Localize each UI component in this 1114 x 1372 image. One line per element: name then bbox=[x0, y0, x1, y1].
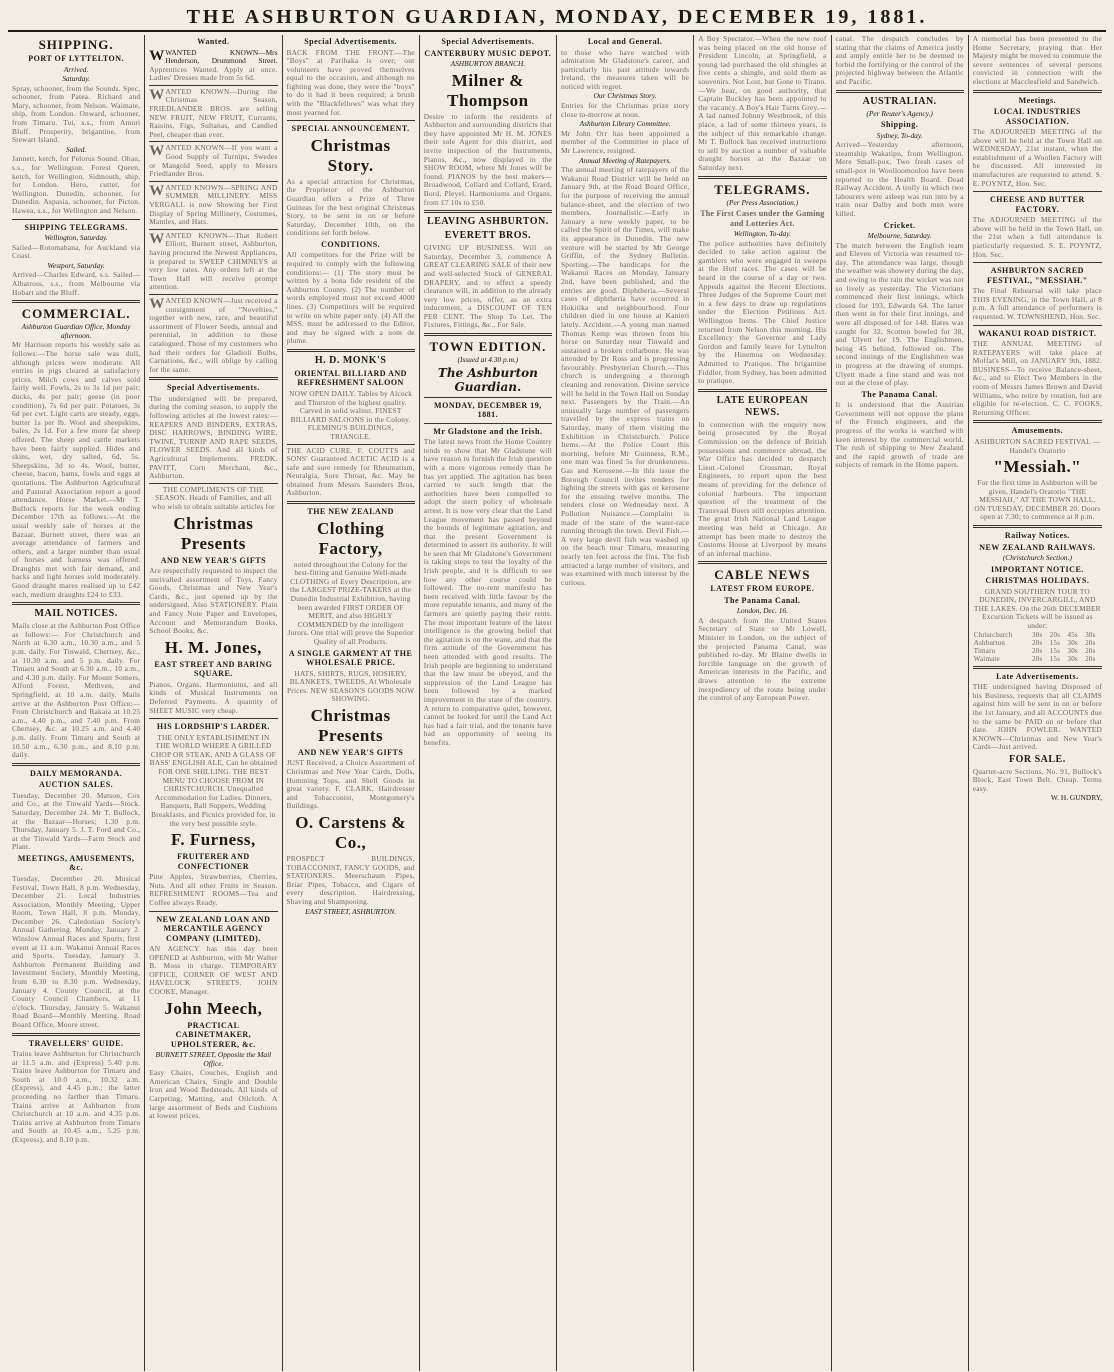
rule bbox=[698, 561, 826, 564]
heading-conditions: CONDITIONS. bbox=[321, 239, 381, 249]
para-christmas-story: Our Christmas Story. bbox=[593, 91, 657, 101]
text-block: AN AGENCY has this day been OPENED at Ashburton, with Mr Walter B. Moss in charge. TEMPORARY OFFICE, CORNER OF WEST AND HAVELOCK STREETS. JOHN COOKE, Manager. bbox=[149, 944, 278, 996]
text-block: Arrived—Yesterday afternoon, steamship Wakatipu, from Wellington. Mere Small-pox. Two fresh cases of small-pox in Woolloomooloo have been reported to the Health Board. Dead Railway Accident. A trolly in which two labourers were asleep was run into by a train near Dalby and both men were killed. bbox=[835, 140, 964, 218]
heading-special-announcement: SPECIAL ANNOUNCEMENT. bbox=[291, 124, 410, 134]
text-block: The annual meeting of ratepayers of the Wakanui Road District will be held on January 9th, at the Road Board Office, for the purpose of receiving the annual balance-sheet, and the election of two members. Journalistic.—Early in January a new weekly paper, to be called the Spirit of the Times, will make its appearance in Dunedin. The new venture will be started by Mr George Griffin, of the Sydney Bulletin. Sporting.—The handicaps for the Wakanui Races on Monday, January 2nd, have been published, and the entries are good. Diphtheria.—Several cases of diphtheria have occurred in Hokitika and neighbourhood. Four children died in one house at Kanieri lately. Accident.—A young man named Thomas Kemp was thrown from his horse on Saturday near Tinwald and sustained a broken collarbone. He was attended by Dr Ross and is progressing favourably. Presbyterian Church.—This church is undergoing a thorough cleaning and renovation. Divine service will be held in the Town Hall on Sunday next. Passengers by the Train.—An unusually large number of passengers travelled by the express trains on Saturday, many of them visiting the Exhibition in Christchurch. Police Items.—At the Police Court this morning, before Mr Guinness, R.M., one man was fined 5s for drunkenness. Gas and Kerosene.—In this issue the Borough Council invites tenders for lighting the streets with gas or kerosene for the ensuing twelve months. The tenders close on Wednesday next. A Pollution Nuisance.—Complaint is made of the state of the water-race running through the town. Devil Fish.—A very large devil fish was washed up on the beach near Timaru, measuring nearly ten feet across the fins. The fish attracted a large number of visitors, and was examined with much interest by the curious. bbox=[561, 165, 690, 587]
column-7 bbox=[832, 35, 969, 1371]
ad: WANTED KNOWN—Just received a consignment of "Novelties," together with new, rare, and beautiful assortment of Flower Seeds, annual and perennial, in addition to those catalogued. Those of my customers who had their orders for Gladioli Bulbs, Carnations, &c., will oblige by calling for the same. bbox=[149, 295, 278, 374]
heading-local-general: Local and General. bbox=[587, 37, 663, 46]
text-block: THE ONLY ESTABLISHMENT IN THE WORLD WHERE A GRILLED CHOP OR STEAK, AND A GLASS OF BASS' ENGLISH ALE, Can be obtained FOR ONE SHILLING. THE BEST MENU TO CHOOSE FROM IN CHRISTCHURCH. Unequalled Accommodation for Ladies. Dinners, Banquets, Ball Suppers, Wedding Breakfasts, and Picnics provided for, in the very best possible style. bbox=[149, 732, 278, 828]
table-row: Ashburton 20s 15s 30s 20s bbox=[973, 638, 1096, 647]
text-block: A Boy Spectator.—When the new roof was being placed on the old house of President Lincoln, at Springfield, a young lad purchased the old shingles at five cents a shingle, and sold them as souvenirs. Not Lost, but Gone to Tirano.—We hear, on good authority, that Captain Buckley has been appointed to the vacancy. A Boy's Hair Turns Grey.—A lad named Johnny Westbrook, of this place, a lad of some thirteen years, is the subject of this remarkable change. Mr T. Bullock has received instructions to sell by auction a number of valuable draught horses at the Bazaar on Saturday next. bbox=[698, 35, 827, 172]
heading-cheese-butter: CHEESE AND BUTTER FACTORY. bbox=[990, 195, 1085, 214]
heading-christmas-holidays: CHRISTMAS HOLIDAYS. bbox=[985, 576, 1090, 586]
ad: WANTED KNOWN—That Robert Elliott, Burnett street, Ashburton, having procured the Newest Appliances, is prepared to SWEEP CHIMNEYS at very low rates. Any orders left at the Town Hall will receive prompt attention. bbox=[149, 230, 278, 292]
rule bbox=[12, 219, 140, 220]
rule bbox=[149, 377, 277, 380]
heading-amusements: Amusements. bbox=[1011, 426, 1064, 436]
rule bbox=[973, 262, 1102, 263]
heading-christmas-presents: Christmas Presents bbox=[173, 513, 254, 553]
rule bbox=[973, 420, 1102, 423]
heading-cabinetmaker: PRACTICAL CABINETMAKER, UPHOLSTERER, &c. bbox=[171, 1020, 256, 1049]
rule bbox=[973, 666, 1102, 669]
para-london: London, Dec. 16. bbox=[736, 606, 788, 616]
heading-messiah: "Messiah." bbox=[993, 457, 1082, 477]
rule bbox=[424, 423, 552, 424]
column-6 bbox=[694, 35, 831, 1371]
text-block: Desire to inform the residents of Ashburton and surrounding districts that they have appointed Mr H. M. JONES their sole Agent for this district, and invite inspection of the Instruments, Pianos, &c., now displayed in the SHOW ROOM, where Mr Jones will be found. PIANOS by the best makers—Broadwood, Collard and Collard, Erard, Bord, Pleyel. Harmoniums and Organs, from £7 10s to £50. bbox=[423, 111, 552, 207]
heading-late-european: LATE EUROPEAN NEWS. bbox=[716, 394, 809, 418]
text-block: to those who have watched with admiration Mr Gladstone's career, and particularly his past attitude towards Ireland, the measures taken will be noticed with regret. bbox=[561, 47, 690, 91]
heading-date: MONDAY, DECEMBER 19, 1881. bbox=[434, 400, 542, 420]
para-sydney: Sydney, To-day. bbox=[876, 130, 923, 140]
column-3 bbox=[283, 35, 420, 1371]
heading-christmas-presents-2: Christmas Presents bbox=[310, 705, 391, 745]
text-block: Spray, schooner, from the Sounds. Spec, schooner, from Patea. Richard and Mary, schooner, from Nelson. Waimate, ship, from London. Onward, schooner, from Timaru. Tui, s.s., from Amuri Bluff. Prosperity, brigantine, from Stewart Island. bbox=[12, 83, 141, 145]
text-block: Trains leave Ashburton for Christchurch at 11.5 a.m. and (Express) 5.40 p.m. Trains leave Ashburton for Timaru and South at 10.0 a.m., 10.32 a.m. (Express), and 4.45 p.m.; the latter proceeding no farther than Timaru. Trains arrive at Ashburton from Christchurch at 10 a.m. and 4.35 p.m. Trains arrive at Ashburton from Timaru and South at 10.45 a.m., 5.25 p.m. (Express), and 8.10 p.m. bbox=[12, 1049, 141, 1145]
para-melbourne: Melbourne, Saturday. bbox=[867, 231, 932, 241]
text-block: A despatch from the United States Secretary of State to Mr Lowell, Minister in London, on the subject of the projected Panama Canal, was published to-day. Mr Blaine dwells in forcible language on the growth of American interests in the Pacific, and draws attention to the extreme inexpediency of the route being under the control of any European Power. bbox=[698, 615, 827, 703]
heading-daily-memoranda: DAILY MEMORANDA. bbox=[29, 768, 123, 778]
rule bbox=[973, 525, 1102, 528]
text-block: The ADJOURNED MEETING of the above will be held at the Town Hall on WEDNESDAY, 21st instant, when the establishment of a Woollen Factory will be discussed. All interested in manufactures are requested to attend. S. E. POYNTZ, Hon. Sec. bbox=[972, 127, 1102, 188]
columns bbox=[8, 35, 1106, 1371]
heading-wakanui-road: WAKANUI ROAD DISTRICT. bbox=[978, 328, 1097, 338]
heading-single-garment: A SINGLE GARMENT AT THE WHOLESALE PRICE. bbox=[288, 648, 413, 667]
rule bbox=[12, 602, 140, 605]
masthead: THE ASHBURTON GUARDIAN, MONDAY, DECEMBER 19, 1881. bbox=[8, 6, 1106, 32]
rule bbox=[12, 300, 140, 303]
heading-sailed: Sailed. bbox=[65, 144, 87, 154]
text-block: The police authorities have definitely decided to take action against the gamblers who were engaged in sweeps at the Hutt races. The cases will be heard in the course of a day or two. Appeals against the Recent Elections. Three Judges of the Supreme Court met in a few days to draw up regulations under the Election Petitions Act. Wellington Items. The Chief Justice returned from Nelson this morning. His Excellency the Governor and Lady Gordon and family leave for Lyttelton by the Hinemoa on Wednesday. Admitted to Pratique. The brigantine Fiddler, from Sydney, has been admitted to pratique. bbox=[698, 238, 827, 386]
heading-shipping-aus: Shipping. bbox=[881, 120, 919, 130]
heading-east-street: EAST STREET AND BARING SQUARE. bbox=[154, 659, 273, 679]
text-block: JUST Received, a Choice Assortment of Christmas and New Year Cards, Dolls, Humming Tops, and Shell Goods in great variety. F. CLARK, Hairdresser and Tobacconist, Montgomery's Buildings. bbox=[286, 758, 415, 811]
column-8 bbox=[969, 35, 1106, 1371]
heading-the-new-zealand: THE NEW ZEALAND bbox=[307, 507, 394, 517]
text-block: Mr Harrison reports his weekly sale as follows:—The horse sale was dull, although prices were moderate. All entries in pigs cleared at satisfactory prices. Milch cows and calves sold fairly well. Fowls, 2s to 3s 1d per pair; ducks, 4s per pair; geese (in poor condition), 7s 6d per pair. Potatoes, 3s 6d per cwt. Light carts are steady, eggs, butter 1s per lb. Wool and sheepskins, bales, 2s 1d. For a few more fat sheep offered. The sheep and cattle markets have been fairly supplied. Hides and skins, wet, dry salted, 6d, 5s. Sheepskins, 3d to 4s. Wool, butter, cheese, bacon, hams, fowls and eggs at quotations. The Ashburton Agricultural and Pastoral Association report a good attendance. Horse Market.—Mr T. Bullock reports for the week ending December 17th as follows:—At the usual weekly sale of horses at the Bazaar, Burnett street, there was an average attendance of farmers and others, and a larger number than usual of horses and harness was offered. Draughts met with fair demand, and hacks and light horses sold moderately. Good draught mares realised up to £42 each, medium draughts £24 to £33. bbox=[12, 340, 141, 599]
text-block: THE ANNUAL MEETING of RATEPAYERS will take place at Moffat's Mill, on JANUARY 9th, 1882. BUSINESS—To receive Balance-sheet, &c., and to Elect Two Members in the room of Messrs James Brown and David Williams, who retire by rotation, but are eligible for re-election. C. C. FOOKS, Returning Officer. bbox=[972, 339, 1102, 417]
heading-cricket: Cricket. bbox=[883, 220, 916, 230]
heading-telegrams: TELEGRAMS. bbox=[714, 181, 811, 197]
text-block: The First Cases under the Gaming and Lotteries Act. bbox=[700, 209, 825, 228]
text-block: As a special attraction for Christmas, the Proprietor of the Ashburton Guardian offers a Prize of Three Guineas for the best original Christmas Story, to be sent in on or before Saturday, December 10th, on the conditions set forth below. bbox=[286, 176, 415, 238]
heading-sacred-festival: ASHBURTON SACRED FESTIVAL, "MESSIAH." bbox=[986, 266, 1088, 285]
table-row: Waimate 20s 15s 30s 20s bbox=[973, 654, 1096, 663]
text-block: canal. The despatch concludes by stating that the claims of America justly and amply entitle her to be deemed to forbid the fortifying or the control of the projected highway between the Atlantic and Pacific. bbox=[835, 35, 964, 86]
heading-new-years-gifts: AND NEW YEAR'S GIFTS bbox=[160, 555, 267, 565]
text-block: Entries for the Christmas prize story close to-morrow at noon. bbox=[561, 101, 690, 119]
rule bbox=[973, 90, 1102, 93]
rule bbox=[149, 911, 277, 912]
heading-new-years-gifts-2: AND NEW YEAR'S GIFTS bbox=[297, 747, 404, 757]
text-block: The ADJOURNED MEETING of the above will be held in the Town Hall, on the 21st when a full attendance is particularly requested. S. E. POYNTZ, Hon. Sec. bbox=[972, 215, 1102, 259]
heading-canterbury-music: CANTERBURY MUSIC DEPOT. bbox=[424, 48, 552, 58]
heading-mail-notices: MAIL NOTICES. bbox=[34, 608, 118, 620]
heading-for-sale: FOR SALE. bbox=[1009, 753, 1066, 765]
para-burnett-street: BURNETT STREET, Opposite the Mail Office. bbox=[155, 1050, 272, 1068]
heading-ashburton-branch: ASHBURTON BRANCH. bbox=[450, 59, 526, 68]
text-block: NOW OPEN DAILY. Tables by Alcock and Thurston of the highest quality. Carved in solid walnut. FINEST BILLIARD SALOONS in the Colony. FLEMING'S BUILDINGS, TRIANGLE. bbox=[289, 388, 413, 441]
heading-special-advertisements: Special Advertisements. bbox=[304, 37, 398, 46]
para-issued: (Issued at 4.30 p.m.) bbox=[457, 355, 519, 365]
ad: WANTED KNOWN—SPRING AND SUMMER MILLINERY. MISS VERGALL is now Showing her First Display of Spring Millinery, Costumes, Mantles, and Hats. bbox=[149, 182, 278, 227]
para-reuter: (Per Reuter's Agency.) bbox=[866, 108, 933, 118]
column-1 bbox=[8, 35, 145, 1371]
text-block: PROSPECT BUILDINGS, TOBACCONIST, FANCY GOODS, and STATIONERS. Meerschaum Pipes, Briar Pipes, Tobacco, and Cigars of every description. Hairdressing, Shaving and Shampooing. bbox=[286, 853, 415, 906]
heading-railway-notices: Railway Notices. bbox=[1004, 531, 1070, 541]
ad: THE COMPLIMENTS OF THE SEASON. Heads of Families, and all who wish to obtain suitable articles for bbox=[149, 483, 277, 512]
text-block: HATS, SHIRTS, RUGS, HOSIERY, BLANKETS, TWEEDS, At Wholesale Prices. NEW SEASON'S GOODS NOW SHOWING. bbox=[286, 668, 415, 704]
heading-australian: AUSTRALIAN. bbox=[862, 95, 937, 107]
heading-christmas-story: Christmas Story. bbox=[310, 135, 391, 175]
text-block: Sailed—Rotomahana, for Auckland via Coast. bbox=[12, 242, 141, 261]
para-office: Ashburton Guardian Office, Monday afternoon. bbox=[21, 322, 131, 340]
ad: WANTED KNOWN—During the Christmas Season, FRIEDLANDER BROS. are selling NEW FRUIT, NEW FRUIT, Currants, Raisins, Figs, Sultanas, and Candied Peel, cheaper than ever. bbox=[149, 86, 278, 139]
heading-billiard: ORIENTAL BILLIARD AND REFRESHMENT SALOON bbox=[294, 368, 407, 388]
text-block: Mails close at the Ashburton Post Office as follows:— For Christchurch and North at 6.30 a.m., 10.30 a.m., and 5 p.m. daily. For Tinwald, Chertsey, &c., at 10.30 a.m. and 5 p.m. daily. For Timaru and South at 6.30 a.m., 10 a.m., and 4.30 p.m. daily. For Mount Somers, Alford Forest, Methven, and Springfield, at 10 a.m. daily. Mails arrive at the Ashburton Post Office:—From Christchurch and Rakaia at 10.25 a.m., 4.40 p.m., and 7.40 p.m. From Chertsey, &c. at 10.25 a.m. and 4.40 p.m. daily. From Timaru and South at 10.50 a.m., 6.30 p.m., and 8.10 p.m. daily. bbox=[12, 621, 141, 760]
text-block: A memorial has been presented to the Home Secretary, praying that Her Majesty might be moved to commute the severe sentences of several persons convicted in connection with the elections at Macclesfield and Sandwich. bbox=[972, 35, 1102, 86]
heading-monks: H. D. MONK'S bbox=[314, 354, 387, 366]
heading-hm-jones: H. M. Jones, bbox=[164, 637, 262, 657]
ad: THE ACID CURE. F. COUTTS and SONS' Guaranteed ACETIC ACID is a safe and sure remedy for Rheumatism, Neuralgia, Sore Throat, &c. May be obtained from Messrs Saunders Bros, Ashburton. bbox=[286, 445, 415, 498]
para-east-street: EAST STREET, ASHBURTON. bbox=[305, 906, 397, 916]
heading-arrived: Arrived. bbox=[63, 64, 89, 74]
text-block: Are respectfully requested to inspect the unrivalled assortment of Toys, Fancy Goods, Christmas and New Year's Cards, &c., just opened up by the undersigned. Also STATIONERY. Plain and Fancy Note Paper and Envelopes, Account and Memorandum Books, School Books, &c. bbox=[149, 566, 278, 636]
heading-auction-sales: AUCTION SALES. bbox=[39, 780, 114, 790]
heading-clothing-factory: Clothing Factory, bbox=[316, 518, 385, 558]
text-block: Easy Chairs, Couches, English and American Chairs, Single and Double Iron and Wood Bedsteads. All kinds of Carpeting, Matting, and Oilcloth. A large assortment of Beds and Cushions at lowest prices. bbox=[149, 1068, 278, 1121]
text-block: ASHBURTON SACRED FESTIVAL — Handel's Oratorio bbox=[974, 436, 1101, 455]
heading-everett: EVERETT BROS. bbox=[444, 230, 532, 242]
table-row: Timaru 20s 15s 30s 20s bbox=[973, 646, 1096, 655]
table-row: Christchurch 30s 20s 45s 30s bbox=[973, 630, 1096, 639]
heading-nz-loan: NEW ZEALAND LOAN AND MERCANTILE AGENCY COMPANY (LIMITED). bbox=[156, 914, 271, 943]
heading-latest-europe: LATEST FROM EUROPE. bbox=[710, 584, 815, 594]
rule bbox=[973, 325, 1102, 326]
text-block: It is understood that the Austrian Government will not oppose the plans of the French engineers, and the progress of the works is watched with keen interest by the commercial world. The rush of shipping to New Zealand and the rapid growth of trade are subjects of remark in the Home papers. bbox=[835, 400, 964, 470]
text-block: THE undersigned having Disposed of his Business, requests that all CLAIMS against him will be sent in on or before the 1st January, and all ACCOUNTS due to the same be PAID on or before that date. JOHN FOWLER. WANTED KNOWN—Christmas and New Year's Cards—Just arrived. bbox=[972, 682, 1102, 752]
rule bbox=[698, 389, 826, 392]
text-block: noted throughout the Colony for the best-fitting and Genuine Well-made CLOTHING of Every Description, are the LARGEST PRIZE-TAKERS at the Dunedin Industrial Exhibition, having been awarded FIRST ORDER OF MERIT, and also HIGHLY COMMENDED by the intelligent Jurors. One trial will prove the Superior Quality of all Products. bbox=[287, 559, 414, 646]
heading-local-industries: LOCAL INDUSTRIES ASSOCIATION. bbox=[993, 107, 1081, 126]
heading-shipping-telegrams: SHIPPING TELEGRAMS. bbox=[24, 222, 128, 232]
heading-town-edition: TOWN EDITION. bbox=[429, 339, 547, 355]
text-block: The undersigned will be prepared, during the coming season, to supply the following articles at the lowest rates:— REAPERS AND BINDERS, EXTRAS, DISC HARROWS, BINDING WIRE, TWINE, TURNIP AND RAPE SEEDS, FLOWER SEEDS. And all kinds of Agricultural Implements. FREDK. PAVITT, Corn Merchant, &c., Ashburton. bbox=[149, 393, 278, 481]
heading-fruiterer: FRUITERER AND CONFECTIONER bbox=[177, 852, 250, 871]
rule bbox=[12, 763, 140, 766]
heading-late-ads: Late Advertisements. bbox=[996, 671, 1079, 681]
heading-special-advertisements: Special Advertisements. bbox=[166, 383, 260, 393]
para-press: (Per Press Association.) bbox=[726, 197, 799, 207]
text-block: For the first time in Ashburton will be given, Handel's Oratorio "THE MESSIAH," AT THE TOWN HALL, ON TUESDAY, DECEMBER 20. Doors open at 7.30; to commence at 8 p.m. bbox=[974, 478, 1101, 522]
ad: WANTED KNOWN—If you want a Good Supply of Turnips, Swedes or Mangold Seed, apply to Messrs Friedlander Bros. bbox=[149, 143, 278, 179]
rule bbox=[836, 90, 964, 93]
heading-lordships-larder: HIS LORDSHIP'S LARDER. bbox=[156, 722, 270, 732]
heading-john-meech: John Meech, bbox=[164, 998, 263, 1018]
column-4 bbox=[420, 35, 557, 1371]
text-block: Pianos, Organs, Harmoniums, and all kinds of Musical Instruments on Deferred Payments. A quantity of SHEET MUSIC very cheap. bbox=[149, 679, 278, 715]
rule bbox=[287, 120, 415, 121]
rule bbox=[424, 333, 552, 336]
text-block: The latest news from the Home Country tends to show that Mr Gladstone will have reason to furnish the Irish question with a more vigorous remedy than he has yet applied. The agitation has been carried to such length that the authorities have been compelled to adopt the stern policy of wholesale arrest. It is now very clear that the Land League movement has passed beyond the bounds of legitimate agitation, and that the present Government is determined to assert its authority. It will be seen that Mr Gladstone's Government is taking steps to test the loyalty of the Irish people, and it is difficult to see how any other course could be followed. The no-rent manifesto has been received with little favour by the more reputable tenants, and many of the farmers are quietly paying their rents. The most important feature of the latest intelligence is the growing belief that the agitation is on the wane, and that the firm attitude of the Government has been attended with good results. The Irish people are beginning to understand that the law must be obeyed, and the suppression of the Land League has been followed by a marked improvement in the state of the country. A return to comparative quiet, however, cannot be looked for until the Land Act has had a fair trial, and the tenants have had an opportunity of seeing its benefits. bbox=[423, 437, 552, 747]
rule bbox=[698, 176, 826, 179]
heading-travellers-guide: TRAVELLERS' GUIDE. bbox=[28, 1038, 124, 1048]
text-block: Tuesday, December 20. Musical Festival, Town Hall, 8 p.m. Wednesday, December 21. Local Industries Association, Monthly Meeting, Upper Room, Town Hall, 8 p.m. Monday, December 26. Caledonian Society's Annual Gathering. Monday, January 2. Winslow Annual Races and Sports; first event at 11 a.m. Wakanui Annual Races and Sports. Tuesday, January 3. Ashburton Permanent Building and Investment Society, Monthly Meeting, from 6.30 to 8.30 p.m. Wednesday, January 4. County Council, at the County Council Chambers, at 11 o'clock. Thursday, January 5. Wakanui Road Board—Monthly Meeting. Road Board Office, Moore street. bbox=[12, 873, 141, 1029]
heading-panama-canal: The Panama Canal. bbox=[724, 595, 801, 605]
rule bbox=[424, 397, 552, 398]
text-block: The Final Rehearsal will take place THIS EVENING, in the Town Hall, at 8 p.m. A full attendance of performers is requested. W. TOWNSHEND, Hon. Sec. bbox=[972, 286, 1102, 321]
text-block: GRAND SOUTHERN TOUR TO DUNEDIN, INVERCARGILL, AND THE LAKES. On the 26th DECEMBER Excursion Tickets will be issued as under: bbox=[973, 586, 1101, 631]
text-block: Quarter-acre Sections, No. 91, Bullock's Block, East Town Belt. Cheap. Terms easy. bbox=[972, 766, 1102, 794]
para-wanted-known: WANTED KNOWN—Mrs Henderson, Drummond Street. bbox=[165, 47, 278, 66]
heading-important: IMPORTANT NOTICE. bbox=[990, 564, 1084, 574]
para-wellington: Wellington, To-day. bbox=[733, 229, 791, 239]
heading-meetings-amusements: MEETINGS, AMUSEMENTS, &c. bbox=[17, 853, 135, 873]
text-block: Pine Apples, Strawberries, Cherries, Nuts. And all other Fruits in Season. REFRESHMENT ROOMS—Tea and Coffee always Ready. bbox=[149, 872, 278, 907]
heading-gladstone: Mr Gladstone and the Irish. bbox=[433, 426, 543, 436]
text-block: GIVING UP BUSINESS. Will on Saturday, December 3, commence A GREAT CLEARING SALE of their new and well-selected Stock of GENERAL DRAPERY, and to effect a speedy clearance will, in addition to the already very low prices, offer, as an extra inducement, a DISCOUNT OF TEN PER CENT. The Shop To Let. The Fixtures, Fittings, &c., For Sale. bbox=[423, 243, 552, 330]
text-block: Arrived—Charles Edward, s.s. Sailed—Albatross, s.s., from Melbourne via Hobart and the Bluff. bbox=[12, 270, 141, 297]
heading-port: PORT OF LYTTELTON. bbox=[28, 54, 125, 63]
para-library: Ashburton Library Committee. bbox=[579, 119, 671, 129]
heading-wanted: Wanted. bbox=[197, 37, 230, 46]
text-block: Tuesday, December 20. Matson, Cox and Co., at the Tinwald Yards—Stock. Saturday, December 24. Mr T. Bullock, at the Bazaar—Horses; 1.30 p.m. Thursday, January 5. J. T. Ford and Co., at the Tinwald Yards—Farm Stock and Plant. bbox=[12, 790, 141, 852]
heading-nz-railways: NEW ZEALAND RAILWAYS. bbox=[979, 542, 1096, 552]
text-block: Mr John Orr has been appointed a member of the Committee in place of Mr Lawrence, resigned. bbox=[561, 128, 690, 156]
heading-leaving-ashburton: LEAVING ASHBURTON. bbox=[427, 216, 549, 228]
column-5 bbox=[557, 35, 694, 1371]
para-saturday: Saturday. bbox=[62, 74, 91, 84]
rule bbox=[973, 191, 1102, 192]
text-block: In connection with the enquiry now being prosecuted by the Royal Commission on the defence of British possessions and commerce abroad, the War Office has decided to despatch Lieut.-Colonel Crossman, Royal Engineers, to report upon the best means of providing for the defence of colonial harbours. The important question of the treatment of the Transvaal Boers still occupies attention. The great Irish National Land League meeting was held at Chicago. An attempt has been made to destroy the Customs House at Liverpool by means of an infernal machine. bbox=[698, 419, 827, 558]
column-2 bbox=[145, 35, 282, 1371]
heading-carstens: O. Carstens & Co., bbox=[295, 812, 407, 852]
ad: WWANTED KNOWN—Mrs Henderson, Drummond Street. Apprentices Wanted. Apply at once. Ladies' Dresses made from 5s 6d. bbox=[149, 47, 278, 83]
para-westport: Westport, Saturday. bbox=[47, 260, 105, 270]
heading-f-furness: F. Furness, bbox=[171, 830, 256, 850]
text-block: Jannett, ketch, for Pelorus Sound. Ohau, s.s., for Wellington. Forest Queen, ketch, for Wellington. Sidmouth, ship, for London. Hero, cutter, for Wellington. Dunedin, schooner, for Dunedin. Aspasia, schooner, for Picton. Hawea, s.s., for Wellington and Nelson. bbox=[12, 154, 141, 215]
text-block: The match between the English team and Eleven of Victoria was resumed to-day. The attendance was large, though the weather was showery during the day, and owing to the rain the wicket was not so lively as yesterday. The Victorians commenced their first innings, which closed for 193, Edwards 64. The latter then went in for their first innings, and were all disposed of for 148. Bates was caught for 32, Scotton bowled for 38, and Ulyett for 19. The Englishmen, being 45 behind, followed on. The second innings of the Englishmen was in progress at the drawing of stumps. Ulyett made a fine stand and was not out at the close of play. bbox=[835, 240, 964, 388]
rule bbox=[287, 501, 415, 504]
rule bbox=[12, 1033, 140, 1036]
text-block: BACK FROM THE FRONT.—The "Boys" at Parihaka is over; our volunteers have proved themselves equal to the occasion, and although no fighting was done, they were the "boys" to do it had it been required; a brush with the "Blackfellows" was what they most yearned for. bbox=[286, 47, 415, 117]
text-block: All competitors for the Prize will be required to comply with the following conditions:— (1) The story must be written by a bona fide resident of the Ashburton County. (2) The number of words employed must not exceed 4000 lines. (3) Competitors will be required to write on white paper only. (4) All the MSS. must be addressed to the Editor, and may be signed with a nom de plume. bbox=[286, 250, 415, 346]
para-christchurch-section: (Christchurch Section.) bbox=[1002, 553, 1072, 563]
rule bbox=[149, 718, 277, 719]
heading-guardian: The Ashburton Guardian. bbox=[437, 365, 538, 394]
heading-milner-thompson: Milner & Thompson bbox=[447, 70, 529, 110]
rule bbox=[424, 210, 552, 213]
para-gundry: W. H. GUNDRY, bbox=[1050, 792, 1102, 802]
heading-commercial: COMMERCIAL. bbox=[21, 306, 131, 322]
heading-special-advertisements: Special Advertisements. bbox=[441, 37, 535, 46]
heading-shipping: SHIPPING. bbox=[38, 37, 114, 52]
fare-table bbox=[973, 631, 1102, 663]
heading-cable-news: CABLE NEWS bbox=[714, 567, 811, 583]
heading-meetings: Meetings. bbox=[1018, 95, 1057, 105]
para-wellington: Wellington, Saturday. bbox=[44, 233, 108, 243]
rule bbox=[287, 349, 415, 352]
para-ratepayers: Annual Meeting of Ratepayers. bbox=[579, 155, 672, 165]
heading-panama-2: The Panama Canal. bbox=[861, 389, 938, 399]
